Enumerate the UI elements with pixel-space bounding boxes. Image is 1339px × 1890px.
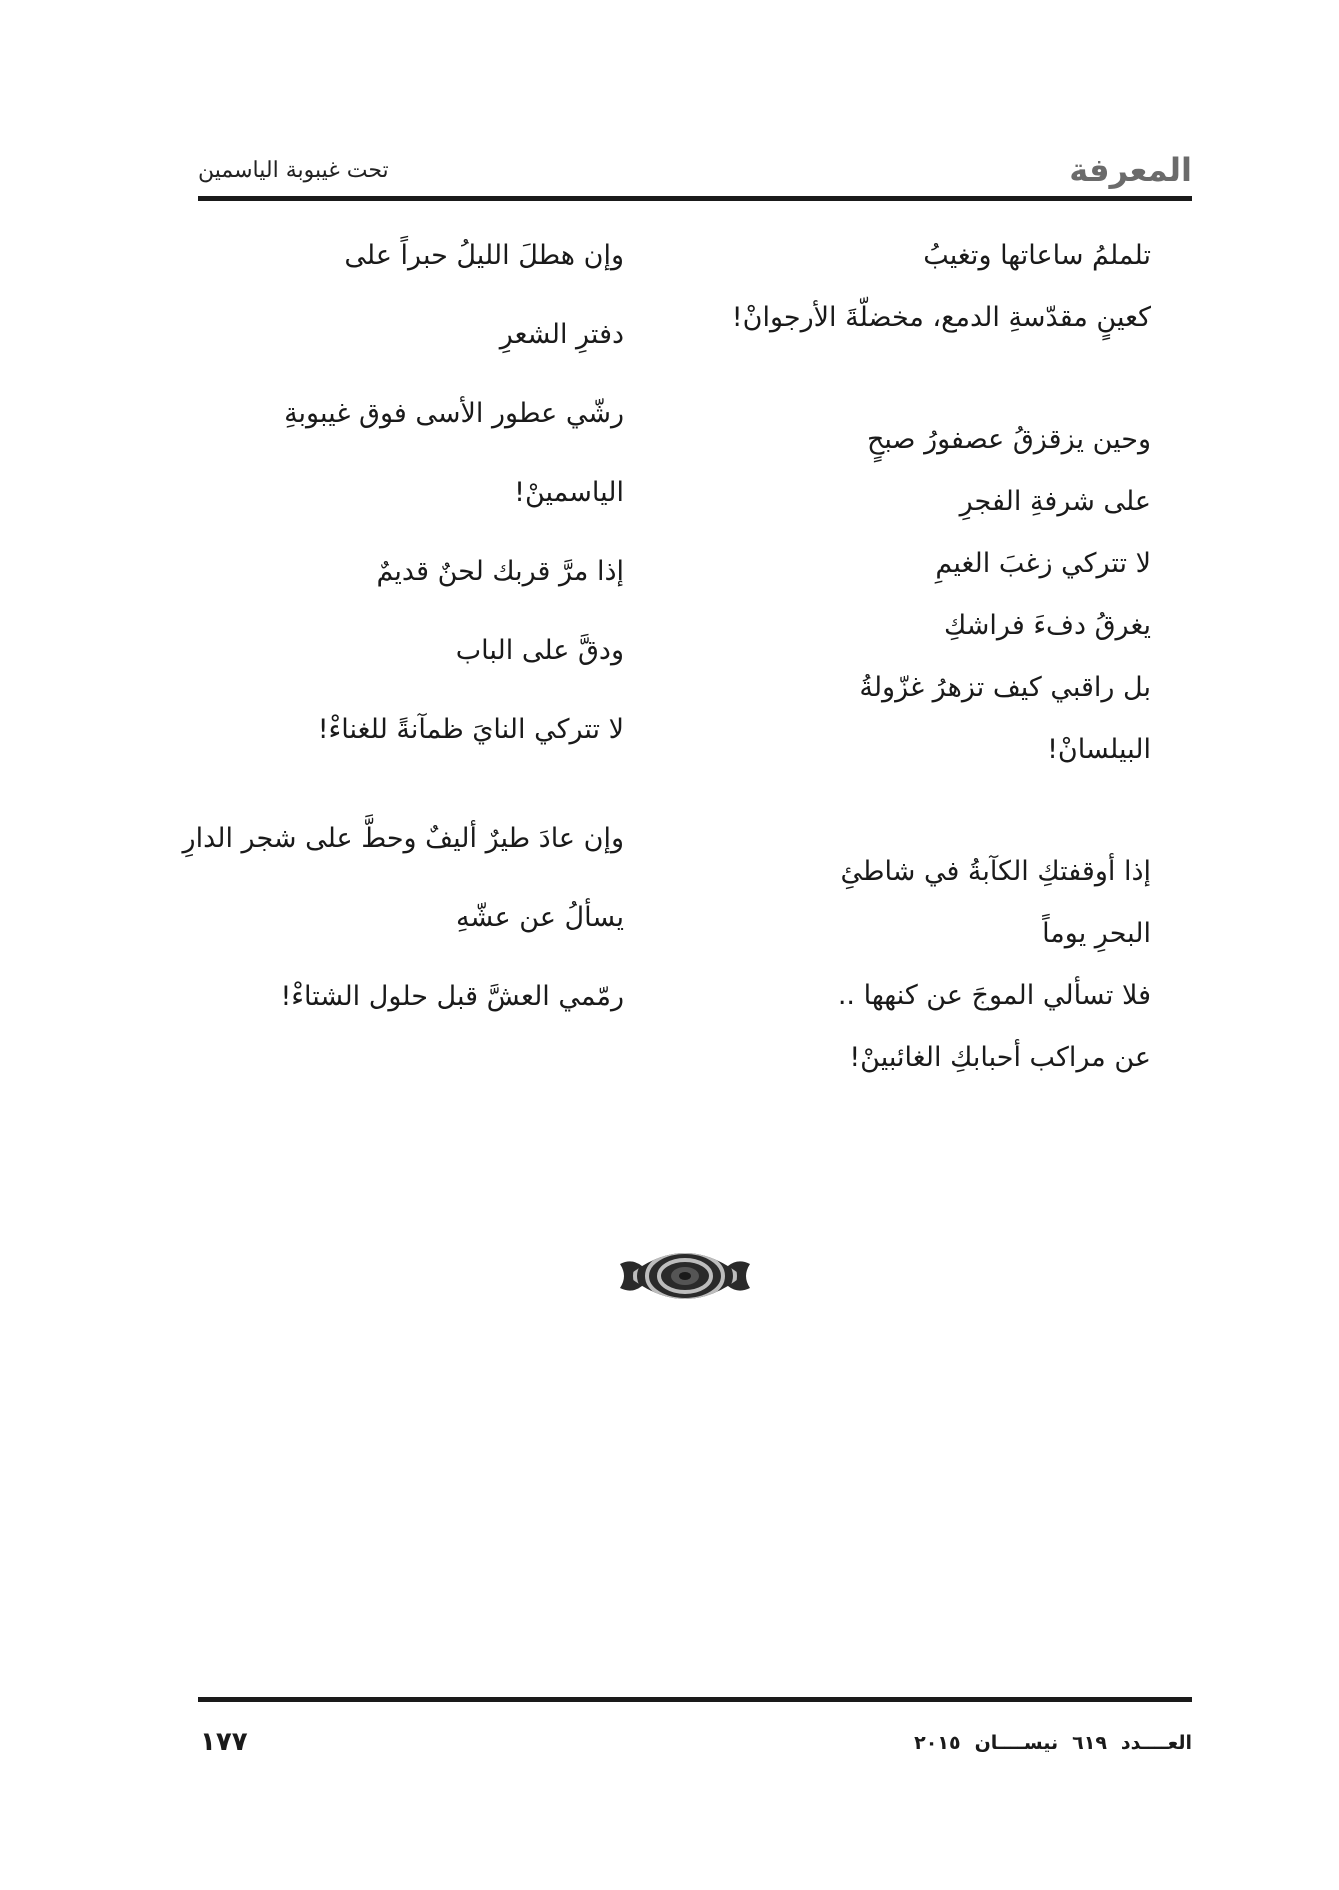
ornament-icon (620, 1236, 750, 1316)
poem-line: لا تتركي زغبَ الغيمِ (935, 548, 1151, 579)
poem-line: يسألُ عن عشّهِ (456, 902, 624, 933)
issue-info (900, 1728, 1192, 1758)
poem-line: رشّي عطور الأسى فوق غيبوبةِ (284, 398, 624, 429)
stanza (194, 232, 624, 785)
poem-line: فلا تسألي الموجَ عن كنهها .. (837, 980, 1151, 1011)
poem-line: يغرقُ دفءَ فراشكِ (944, 610, 1151, 641)
running-title: تحت غيبوبة الياسمين (198, 158, 389, 183)
poem-column-right (711, 232, 1151, 1096)
poem-line: رمّمي العشَّ قبل حلول الشتاءْ! (280, 981, 624, 1012)
issue-label: العــــدد (1120, 1732, 1192, 1754)
poem-line: وإن هطلَ الليلُ حبراً على (344, 240, 624, 271)
stanza (711, 416, 1151, 788)
stanza (711, 848, 1151, 1096)
page-header (198, 150, 1192, 200)
poem-line: البحرِ يوماً (1042, 918, 1151, 949)
issue-month: نيســــان (974, 1732, 1059, 1754)
poem-line: لا تتركي النايَ ظمآنةً للغناءْ! (317, 714, 624, 745)
poem-line: تلملمُ ساعاتها وتغيبُ (923, 240, 1151, 271)
poem-line: ودقَّ على الباب (455, 635, 624, 666)
stanza (711, 232, 1151, 356)
poem-line: دفترِ الشعرِ (499, 319, 624, 350)
poem-line: بل راقبي كيف تزهرُ غزّولةُ (859, 672, 1151, 703)
poem-column-left (182, 232, 624, 1052)
poem-line: على شرفةِ الفجرِ (959, 486, 1151, 517)
page-number: ١٧٧ (200, 1727, 248, 1757)
stanza (182, 815, 624, 1052)
poem-line: إذا مرَّ قربك لحنٌ قديمٌ (376, 556, 624, 587)
poem-line: البيلسانْ! (1047, 734, 1151, 765)
poem-line: كعينٍ مقدّسةِ الدمع، مخضلّةَ الأرجوانْ! (731, 302, 1151, 333)
magazine-logo: المعرفة (1069, 151, 1192, 189)
footer-rule (198, 1697, 1192, 1702)
poem-line: عن مراكب أحبابكِ الغائبينْ! (849, 1042, 1151, 1073)
poem-line: إذا أوقفتكِ الكآبةُ في شاطئِ (840, 856, 1151, 887)
poem-line: وإن عادَ طيرٌ أليفٌ وحطَّ على شجر الدارِ (182, 823, 624, 854)
issue-number: ٦١٩ (1072, 1732, 1107, 1754)
poem-line: الياسمينْ! (514, 477, 624, 508)
issue-year: ٢٠١٥ (914, 1732, 961, 1754)
poem-line: وحين يزقزقُ عصفورُ صبحٍ (866, 424, 1151, 455)
header-rule (198, 196, 1192, 201)
